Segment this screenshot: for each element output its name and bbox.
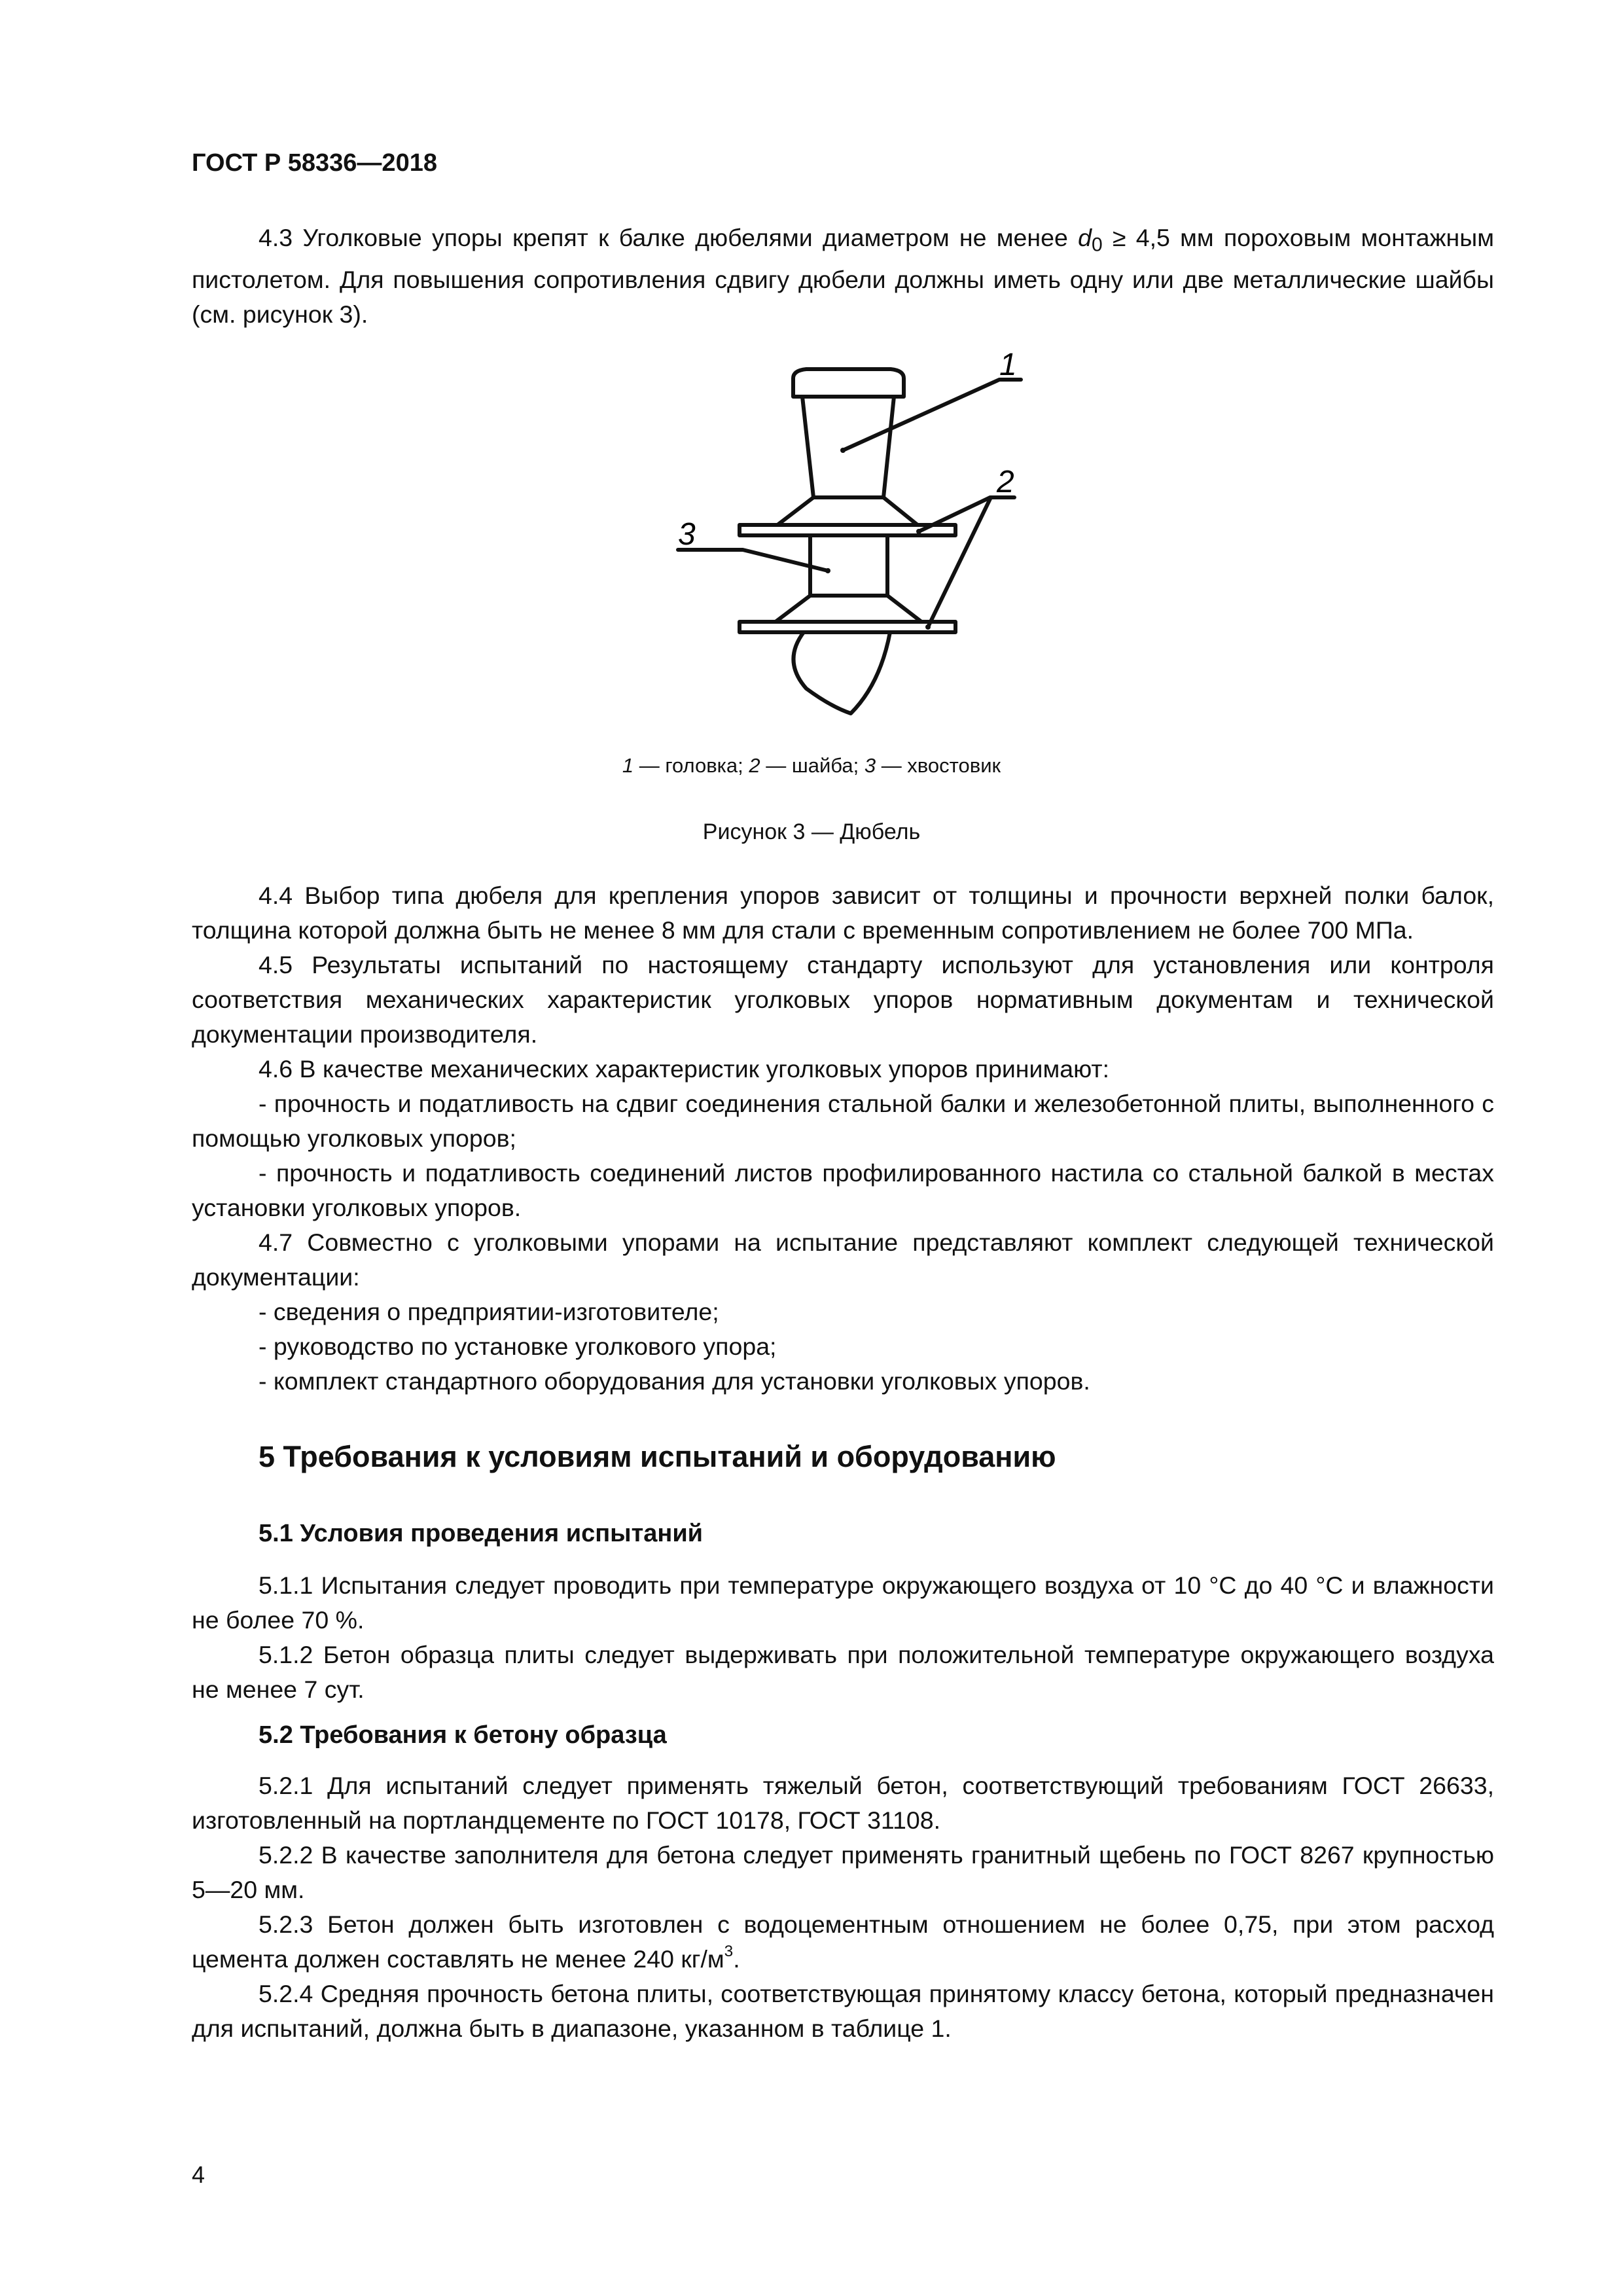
para-4-3-after: ≥ 4,5 мм пороховым монтажным пистолетом. Для повышения сопротивления сдвигу дюбели должны иметь одну или две металлические шайбы (см. рисунок 3). <box>192 224 1494 328</box>
paragraph-5-1-1: 5.1.1 Испытания следует проводить при температуре окружающего воздуха от 10 °С до 40 °С и влажности не более 70 %. <box>192 1571 1494 1634</box>
paragraph-5-2-4: 5.2.4 Средняя прочность бетона плиты, соответствующая принятому классу бетона, который предназначен для испытаний, должна быть в диапазоне, указанном в таблице 1. <box>192 1980 1494 2042</box>
dowel-lower-cone <box>776 596 921 622</box>
figure-caption: Рисунок 3 — Дюбель <box>702 819 921 844</box>
leader-line-1 <box>843 380 1021 450</box>
paragraph-4-6: 4.6 В качестве механических характеристик уголковых упоров принимают: <box>259 1055 1109 1083</box>
subsection-5-2-body <box>192 1768 1494 2046</box>
list-4-6-item: - прочность и податливость соединений листов профилированного настила со стальной балкой в местах установки уголковых упоров. <box>192 1159 1494 1221</box>
paragraph-5-2-3 <box>192 1907 1494 1977</box>
paragraph-4-4: 4.4 Выбор типа дюбеля для крепления упоров зависит от толщины и прочности верхней полки балок, толщина которой должна быть не менее 8 мм для стали с временным сопротивлением не более 700 МПа. <box>192 882 1494 944</box>
para-4-3-before: 4.3 Уголковые упоры крепят к балке дюбелями диаметром не менее <box>259 224 1079 251</box>
list-4-7-item: - сведения о предприятии-изготовителе; <box>259 1298 719 1325</box>
dowel-head-cap <box>793 369 904 397</box>
figure-legend <box>0 754 1623 778</box>
paragraph-4-7: 4.7 Совместно с уголковыми упорами на испытание представляют комплект следующей технической документации: <box>192 1229 1494 1291</box>
list-4-7-item: - руководство по установке уголкового упора; <box>259 1333 777 1360</box>
section-4-body <box>192 878 1494 1399</box>
lower-washer <box>740 622 955 632</box>
subsection-5-1-body <box>192 1568 1494 1707</box>
page-number: 4 <box>192 2161 205 2188</box>
dowel-shank <box>810 535 887 596</box>
paragraph-5-2-1: 5.2.1 Для испытаний следует применять тяжелый бетон, соответствующий требованиям ГОСТ 26633, изготовленный на портландцементе по ГОСТ 10178, ГОСТ 31108. <box>192 1772 1494 1834</box>
figure-label-3: 3 <box>678 517 696 552</box>
leader-line-3 <box>678 550 828 571</box>
dowel-tip <box>793 632 890 713</box>
figure-label-2: 2 <box>997 465 1014 499</box>
para-5-2-3-sup: 3 <box>724 1942 734 1960</box>
list-4-7-item: - комплект стандартного оборудования для установки уголковых упоров. <box>259 1367 1090 1395</box>
legend-t2: — шайба; <box>760 754 865 777</box>
para-4-3-sub: 0 <box>1091 234 1103 256</box>
paragraph-5-2-2: 5.2.2 В качестве заполнителя для бетона следует применять гранитный щебень по ГОСТ 8267 крупностью 5—20 мм. <box>192 1841 1494 1903</box>
paragraph-5-1-2: 5.1.2 Бетон образца плиты следует выдерживать при положительной температуре окружающего воздуха не менее 7 сут. <box>192 1641 1494 1703</box>
subsection-5-1-title: 5.1 Условия проведения испытаний <box>259 1520 704 1547</box>
list-4-6-item: - прочность и податливость на сдвиг соединения стальной балки и железобетонной плиты, выполненного с помощью уголковых упоров; <box>192 1090 1494 1152</box>
legend-t3: — хвостовик <box>876 754 1001 777</box>
figure-label-1: 1 <box>999 348 1017 382</box>
para-5-2-3-text: 5.2.3 Бетон должен быть изготовлен с водоцементным отношением не более 0,75, при этом расход цемента должен составлять не менее 240 кг/м <box>192 1910 1494 1973</box>
document-header: ГОСТ Р 58336—2018 <box>192 149 437 177</box>
leader-line-2b <box>928 497 991 627</box>
section-5-title: 5 Требования к условиям испытаний и оборудованию <box>259 1440 1056 1473</box>
leader-line-2a <box>919 497 1014 531</box>
legend-n3: 3 <box>864 754 876 777</box>
legend-t1: — головка; <box>633 754 749 777</box>
subsection-5-2-title: 5.2 Требования к бетону образца <box>259 1721 667 1749</box>
para-4-3-var: d <box>1078 224 1092 251</box>
legend-n2: 2 <box>749 754 760 777</box>
para-5-2-3-end: . <box>733 1945 740 1973</box>
dowel-upper-cone <box>777 497 918 525</box>
legend-n1: 1 <box>622 754 634 777</box>
paragraph-4-5: 4.5 Результаты испытаний по настоящему стандарту используют для установления или контроля соответствия механических характеристик уголковых упоров нормативным документам и технической документации производителя. <box>192 951 1494 1048</box>
